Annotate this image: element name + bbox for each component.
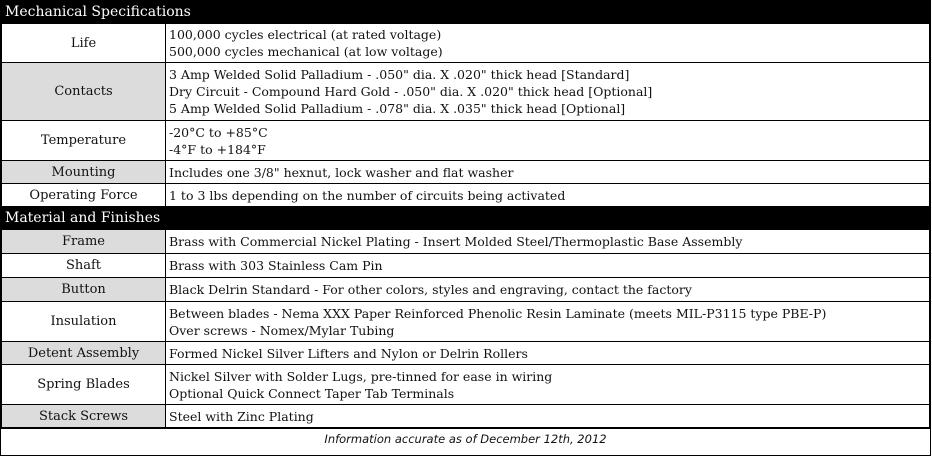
spec-value-line: 1 to 3 lbs depending on the number of circuits being activated	[169, 187, 566, 203]
spec-label: Button	[2, 278, 166, 302]
spec-value-line: -20°C to +85°C	[169, 124, 268, 140]
spec-label: Detent Assembly	[2, 342, 166, 365]
spec-label: Life	[2, 24, 166, 63]
spec-row-frame	[2, 230, 930, 254]
spec-row-operating-force	[2, 184, 930, 207]
spec-value	[166, 342, 930, 365]
spec-label: Insulation	[2, 302, 166, 342]
spec-value-line: Optional Quick Connect Taper Tab Terminals	[169, 385, 455, 401]
spec-value-line: Steel with Zinc Plating	[169, 408, 314, 424]
spec-label: Frame	[2, 230, 166, 254]
spec-value-line: Includes one 3/8" hexnut, lock washer and flat washer	[169, 164, 514, 180]
spec-value	[166, 121, 930, 161]
spec-value-line: 5 Amp Welded Solid Palladium - .078" dia. X .035" thick head [Optional]	[169, 101, 626, 116]
spec-value-line: 100,000 cycles electrical (at rated voltage)	[169, 27, 442, 42]
spec-value	[166, 254, 930, 278]
spec-value-line: Brass with Commercial Nickel Plating - Insert Molded Steel/Thermoplastic Base Assembly	[169, 234, 743, 249]
spec-label: Contacts	[2, 63, 166, 121]
spec-row-shaft	[2, 254, 930, 278]
footer-note: Information accurate as of December 12th, 2012	[1, 428, 930, 451]
section-header-mechanical: Mechanical Specifications	[1, 1, 930, 23]
spec-row-mounting	[2, 161, 930, 184]
spec-value	[166, 302, 930, 342]
spec-value	[166, 405, 930, 428]
spec-value	[166, 184, 930, 207]
spec-value	[166, 161, 930, 184]
spec-row-contacts	[2, 63, 930, 121]
spec-value-line: Black Delrin Standard - For other colors, styles and engraving, contact the factory	[169, 282, 692, 297]
spec-label: Shaft	[2, 254, 166, 278]
spec-value-line: Formed Nickel Silver Lifters and Nylon or Delrin Rollers	[169, 345, 528, 361]
spec-value-line: -4°F to +184°F	[169, 141, 266, 157]
spec-row-spring-blades	[2, 365, 930, 405]
spec-label: Spring Blades	[2, 365, 166, 405]
spec-value	[166, 365, 930, 405]
spec-value	[166, 63, 930, 121]
spec-row-insulation	[2, 302, 930, 342]
section-header-materials: Material and Finishes	[1, 207, 930, 229]
spec-row-life	[2, 24, 930, 63]
spec-label: Temperature	[2, 121, 166, 161]
spec-value-line: Dry Circuit - Compound Hard Gold - .050" dia. X .020" thick head [Optional]	[169, 84, 653, 99]
spec-value	[166, 230, 930, 254]
mechanical-specs-table	[1, 23, 930, 207]
spec-row-button	[2, 278, 930, 302]
spec-label: Stack Screws	[2, 405, 166, 428]
spec-label: Operating Force	[2, 184, 166, 207]
spec-value-line: Nickel Silver with Solder Lugs, pre-tinned for ease in wiring	[169, 368, 553, 384]
spec-value-line: Over screws - Nomex/Mylar Tubing	[169, 322, 395, 338]
spec-row-temperature	[2, 121, 930, 161]
spec-row-detent-assembly	[2, 342, 930, 365]
materials-table	[1, 229, 930, 428]
spec-label: Mounting	[2, 161, 166, 184]
spec-row-stack-screws	[2, 405, 930, 428]
spec-value-line: Brass with 303 Stainless Cam Pin	[169, 258, 383, 273]
spec-value-line: Between blades - Nema XXX Paper Reinforced Phenolic Resin Laminate (meets MIL-P3115 type PBE-P)	[169, 305, 827, 321]
spec-value-line: 500,000 cycles mechanical (at low voltage)	[169, 44, 443, 59]
spec-value	[166, 24, 930, 63]
spec-value-line: 3 Amp Welded Solid Palladium - .050" dia. X .020" thick head [Standard]	[169, 67, 630, 82]
spec-value	[166, 278, 930, 302]
